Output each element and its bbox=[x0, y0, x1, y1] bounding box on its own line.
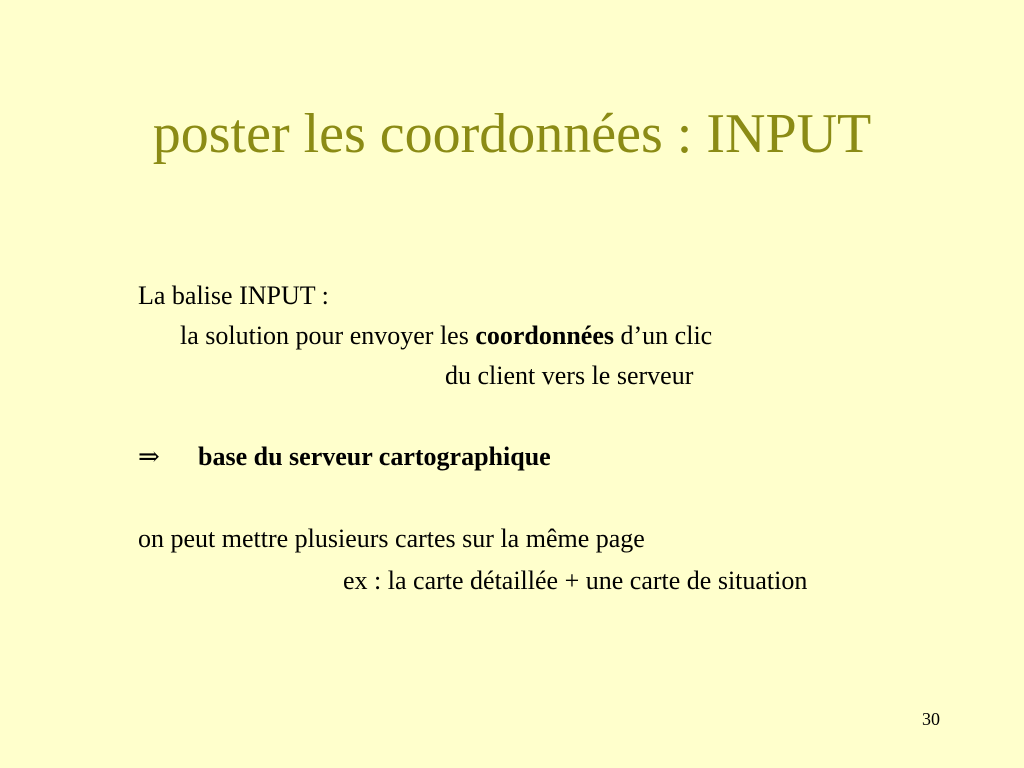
map-server-base: base du serveur cartographique bbox=[198, 442, 551, 471]
conclusion-line bbox=[138, 441, 551, 473]
client-server-line: du client vers le serveur bbox=[445, 361, 694, 390]
solution-prefix: la solution pour envoyer les bbox=[180, 321, 476, 350]
slide-title: poster les coordonnées : INPUT bbox=[152, 103, 872, 165]
intro-line: La balise INPUT : bbox=[138, 281, 329, 310]
coordinates-emphasis: coordonnées bbox=[475, 321, 615, 350]
solution-suffix: d’un clic bbox=[614, 321, 713, 350]
multiple-maps-line: on peut mettre plusieurs cartes sur la même page bbox=[138, 524, 645, 553]
implies-arrow-icon: ⇒ bbox=[138, 442, 160, 472]
example-line: ex : la carte détaillée + une carte de situation bbox=[343, 566, 808, 595]
solution-line bbox=[180, 320, 712, 352]
page-number: 30 bbox=[922, 709, 940, 729]
